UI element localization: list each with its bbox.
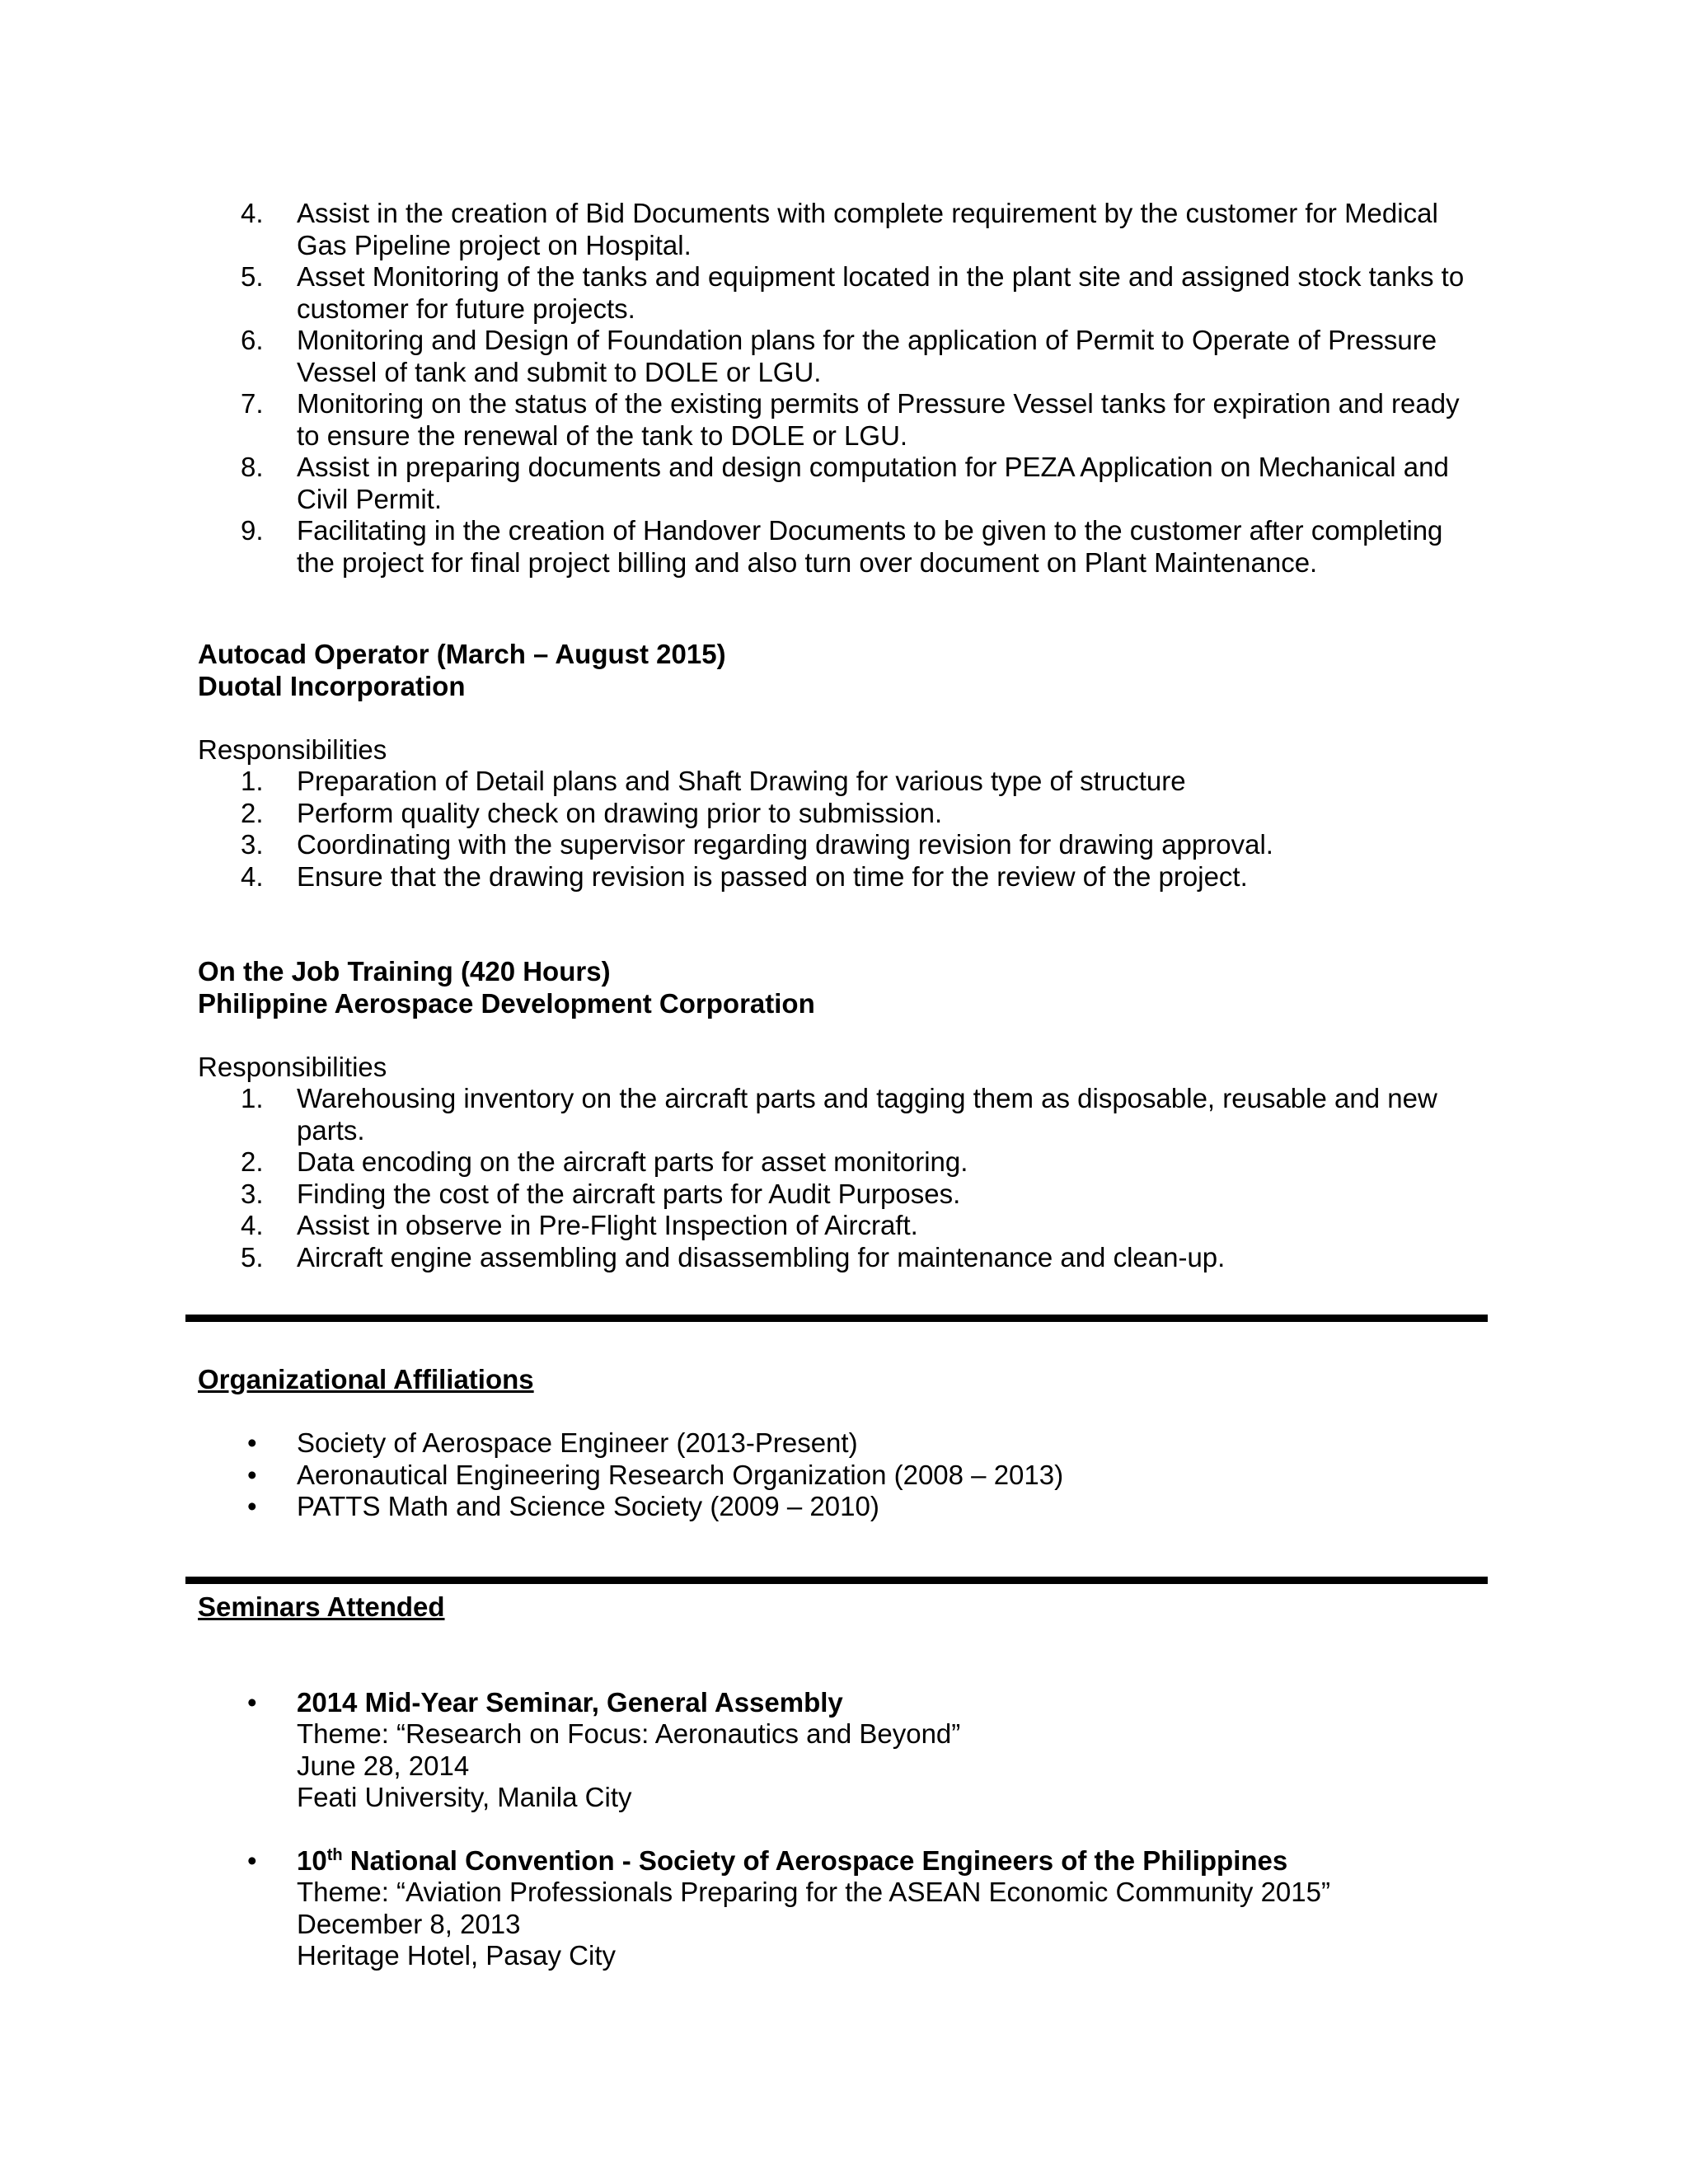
item-text: Monitoring on the status of the existing permits of Pressure Vessel tanks for expiration and ready to ensure the renewal of the tank to DOLE or LGU. [297,388,1460,451]
item-text: Finding the cost of the aircraft parts for Audit Purposes. [297,1178,961,1209]
experience-2-section [198,639,1484,893]
seminar-title [297,1845,1484,1877]
seminar-title-number: 10 [297,1844,327,1876]
item-text: Coordinating with the supervisor regarding drawing revision for drawing approval. [297,829,1273,860]
item-text: Monitoring and Design of Foundation plans for the application of Permit to Operate of Pressure Vessel of tank and submit to DOLE or LGU. [297,325,1437,387]
item-number: 7. [241,388,264,419]
list-item [198,515,1484,579]
item-text: Perform quality check on drawing prior to submission. [297,797,943,828]
seminar-venue: Feati University, Manila City [297,1782,632,1812]
experience-2-responsibilities [198,766,1484,893]
seminar-title-text: National Convention - Society of Aerospace Engineers of the Philippines [342,1844,1288,1876]
item-number: 9. [241,515,264,546]
list-item [198,388,1484,452]
item-text: Data encoding on the aircraft parts for asset monitoring. [297,1146,968,1177]
item-text: Assist in the creation of Bid Documents with complete requirement by the customer for Medical Gas Pipeline project on Hospital. [297,198,1438,260]
list-item [198,1242,1484,1274]
item-text: Aircraft engine assembling and disassembling for maintenance and clean-up. [297,1241,1226,1272]
section-heading: Organizational Affiliations [198,1364,534,1394]
item-number: 8. [241,452,264,482]
list-item [198,261,1484,325]
bullet-icon: • [247,1427,257,1458]
spacer [198,1814,1484,1845]
bullet-icon: • [247,1844,257,1876]
responsibilities-label: Responsibilities [198,733,387,765]
list-item [198,766,1484,798]
seminar-theme: Theme: “Aviation Professionals Preparing for the ASEAN Economic Community 2015” [297,1877,1330,1907]
item-number: 5. [241,1241,264,1272]
item-text: Assist in observe in Pre-Flight Inspection of Aircraft. [297,1210,918,1240]
company-name: Philippine Aerospace Development Corporation [198,987,815,1019]
section-heading: Seminars Attended [198,1591,445,1622]
list-item [198,798,1484,830]
item-number: 2. [241,1146,264,1177]
item-text: Aeronautical Engineering Research Organization (2008 – 2013) [297,1459,1064,1490]
experience-3-section [198,956,1484,1273]
item-number: 3. [241,1178,264,1209]
seminar-theme: Theme: “Research on Focus: Aeronautics and Beyond” [297,1718,961,1749]
affiliations-section [198,1364,1484,1523]
list-item [198,1146,1484,1179]
seminar-title: 2014 Mid-Year Seminar, General Assembly [297,1686,843,1718]
item-text: Assist in preparing documents and design computation for PEZA Application on Mechanical and Civil Permit. [297,452,1449,514]
seminar-date: December 8, 2013 [297,1908,521,1939]
item-number: 6. [241,325,264,355]
job-title: Autocad Operator (March – August 2015) [198,639,726,669]
item-text: Asset Monitoring of the tanks and equipment located in the plant site and assigned stock tanks to customer for future projects. [297,261,1465,324]
bullet-icon: • [247,1459,257,1490]
list-item [198,1210,1484,1242]
list-item [198,198,1484,261]
bullet-icon: • [247,1686,257,1718]
section-divider [185,1577,1488,1584]
affiliations-list [198,1427,1484,1523]
item-number: 4. [241,1210,264,1240]
item-text: Warehousing inventory on the aircraft parts and tagging them as disposable, reusable and new parts. [297,1083,1437,1146]
seminar-date: June 28, 2014 [297,1750,470,1781]
experience-1-section [198,198,1484,579]
list-item [198,1427,1484,1460]
list-item [198,1083,1484,1146]
list-item [198,1460,1484,1492]
seminar-title-ordinal: th [326,1845,343,1864]
experience-3-responsibilities [198,1083,1484,1273]
item-number: 2. [241,797,264,828]
seminar-venue: Heritage Hotel, Pasay City [297,1940,616,1971]
item-number: 5. [241,261,264,292]
item-number: 3. [241,829,264,860]
job-title: On the Job Training (420 Hours) [198,956,611,987]
seminars-section [198,1591,1484,1972]
list-item [198,452,1484,515]
list-item [198,861,1484,893]
seminars-list [198,1687,1484,1972]
item-number: 4. [241,860,264,892]
list-item [198,1179,1484,1211]
list-item [198,1491,1484,1523]
item-text: PATTS Math and Science Society (2009 – 2010) [297,1491,879,1521]
seminar-item [198,1687,1484,1814]
list-item [198,325,1484,388]
experience-1-responsibilities [198,198,1484,579]
item-number: 1. [241,766,264,796]
item-text: Preparation of Detail plans and Shaft Drawing for various type of structure [297,766,1186,796]
company-name: Duotal Incorporation [198,670,466,701]
item-text: Ensure that the drawing revision is passed on time for the review of the project. [297,860,1248,892]
item-text: Society of Aerospace Engineer (2013-Present) [297,1427,858,1458]
responsibilities-label: Responsibilities [198,1051,387,1082]
seminar-item [198,1845,1484,1972]
item-text: Facilitating in the creation of Handover Documents to be given to the customer after completing the project for final project billing and also turn over document on Plant Maintenance. [297,515,1443,578]
list-item [198,829,1484,861]
item-number: 1. [241,1083,264,1113]
item-number: 4. [241,198,264,228]
section-divider [185,1315,1488,1322]
bullet-icon: • [247,1491,257,1521]
